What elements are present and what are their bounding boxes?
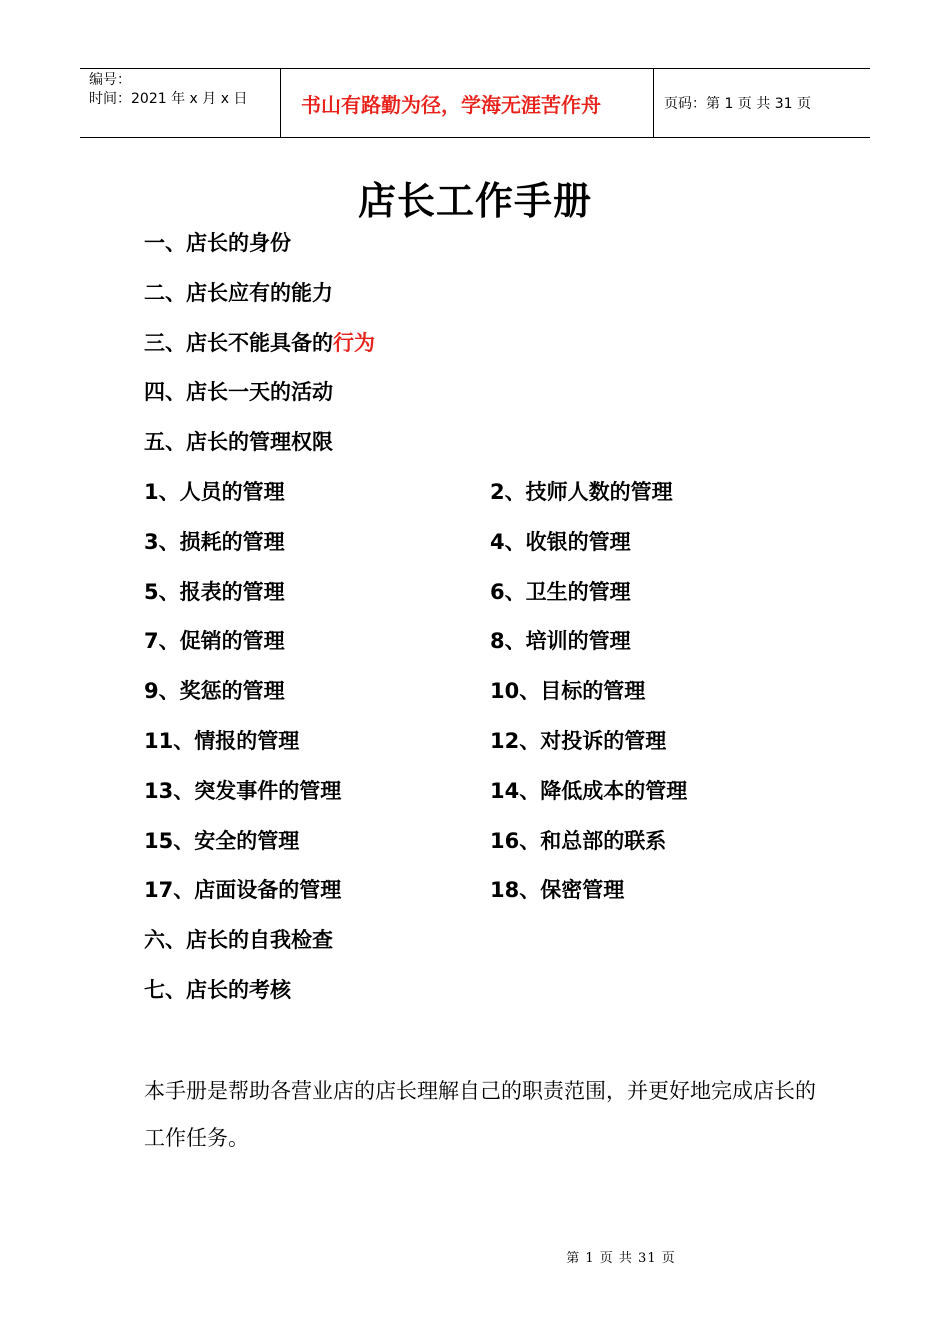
toc-section-6: 六、店长的自我检查 <box>144 928 333 953</box>
toc-item: 12、对投诉的管理 <box>490 728 667 753</box>
toc-item: 8、培训的管理 <box>490 629 631 654</box>
toc-item-row <box>144 475 844 525</box>
toc-section-5: 五、店长的管理权限 <box>144 430 333 455</box>
toc-item: 18、保密管理 <box>490 878 625 903</box>
toc-item-row <box>144 575 844 625</box>
toc-item-row <box>144 724 844 774</box>
toc-section-3-highlight: 行为 <box>333 330 375 355</box>
toc-item-row <box>144 774 844 824</box>
page-footer: 第 1 页 共 31 页 <box>566 1251 676 1266</box>
toc-item: 4、收银的管理 <box>490 529 631 554</box>
toc-item-row <box>144 824 844 874</box>
toc-item: 3、损耗的管理 <box>144 529 285 554</box>
toc-item: 6、卫生的管理 <box>490 579 631 604</box>
page-header <box>80 68 870 138</box>
toc-item: 15、安全的管理 <box>144 828 300 853</box>
toc-section-3-text: 三、店长不能具备的 <box>144 330 333 355</box>
toc-item: 14、降低成本的管理 <box>490 778 688 803</box>
toc-item: 2、技师人数的管理 <box>490 479 673 504</box>
header-meta <box>80 69 281 137</box>
toc-item: 16、和总部的联系 <box>490 828 667 853</box>
table-of-contents <box>144 226 844 1023</box>
toc-item-row <box>144 525 844 575</box>
toc-item-row <box>144 873 844 923</box>
toc-section-4: 四、店长一天的活动 <box>144 380 333 405</box>
toc-item-row <box>144 674 844 724</box>
header-page-info: 页码：第 1 页 共 31 页 <box>664 96 811 112</box>
toc-section-2: 二、店长应有的能力 <box>144 280 333 305</box>
toc-item: 10、目标的管理 <box>490 679 646 704</box>
header-motto: 书山有路勤为径，学海无涯苦作舟 <box>281 69 654 137</box>
toc-item: 5、报表的管理 <box>144 579 285 604</box>
toc-item: 7、促销的管理 <box>144 629 285 654</box>
toc-item: 11、情报的管理 <box>144 728 300 753</box>
toc-item: 13、突发事件的管理 <box>144 778 342 803</box>
header-date-label: 时间：2021 年 x 月 x 日 <box>89 91 248 107</box>
toc-item: 1、人员的管理 <box>144 479 285 504</box>
header-code-label: 编号： <box>89 72 131 88</box>
intro-paragraph: 本手册是帮助各营业店的店长理解自己的职责范围，并更好地完成店长的工作任务。 <box>144 1079 816 1150</box>
toc-item: 9、奖惩的管理 <box>144 679 285 704</box>
document-title: 店长工作手册 <box>357 179 592 223</box>
toc-item: 17、店面设备的管理 <box>144 878 342 903</box>
toc-section-3 <box>144 326 844 376</box>
toc-section-7: 七、店长的考核 <box>144 977 291 1002</box>
toc-section-1: 一、店长的身份 <box>144 231 291 255</box>
toc-item-row <box>144 624 844 674</box>
